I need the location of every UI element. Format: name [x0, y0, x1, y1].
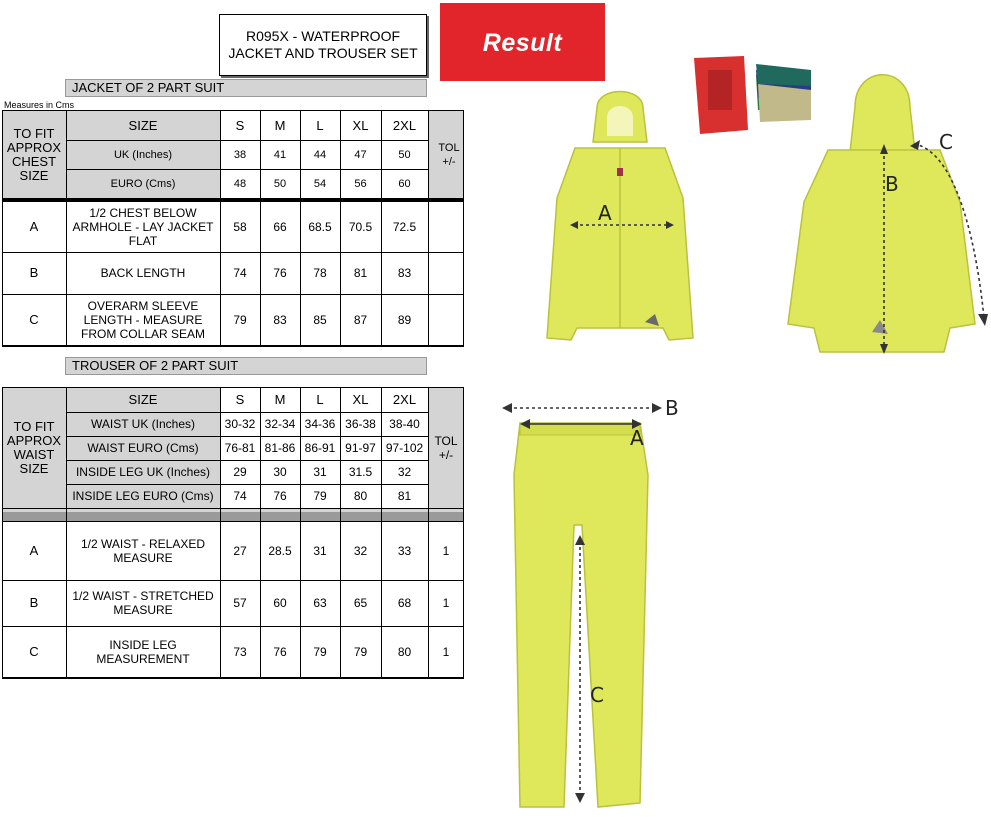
trouser-leg-uk-label: INSIDE LEG UK (Inches): [75, 465, 211, 479]
trouser-leg-uk-2xl: 32: [397, 465, 412, 479]
trouser-leg-euro-l: 79: [313, 489, 327, 503]
trouser-row-a-tol: 1: [442, 544, 450, 558]
jacket-row-a-code: A: [29, 219, 39, 234]
jacket-row-c-xl: 87: [353, 313, 368, 327]
trouser-waist-euro-m: 81-86: [264, 441, 296, 455]
trouser-row-c-m: 76: [273, 645, 287, 659]
trouser-waist-uk-label: WAIST UK (Inches): [90, 417, 196, 431]
trouser-row-b-tol: 1: [442, 596, 450, 610]
trouser-waist-euro-xl: 91-97: [345, 441, 376, 455]
trouser-waist-uk-2xl: 38-40: [389, 417, 420, 431]
product-title-line1: R095X - WATERPROOF: [245, 28, 401, 44]
jacket-euro-2xl: 60: [398, 177, 411, 190]
jacket-size-l: L: [316, 117, 324, 133]
trouser-size-xl: XL: [352, 392, 369, 407]
jacket-row-a-2xl: 72.5: [392, 220, 417, 234]
trouser-leg-uk-s: 29: [233, 465, 247, 479]
jacket-euro-m: 50: [273, 177, 287, 190]
jacket-row-b-xl: 81: [353, 266, 368, 280]
trouser-leg-uk-l: 31: [313, 465, 327, 479]
jacket-section-title: JACKET OF 2 PART SUIT: [65, 79, 427, 97]
trouser-size-m: M: [274, 392, 286, 407]
jacket-uk-xl: 47: [354, 148, 367, 161]
trouser-size-2xl: 2XL: [392, 392, 417, 407]
trouser-size-s: S: [235, 392, 245, 407]
trouser-leg-uk-xl: 31.5: [348, 465, 373, 479]
trouser-row-c-xl: 79: [353, 645, 368, 659]
trouser-leg-euro-2xl: 81: [397, 489, 412, 503]
trouser-inside-leg-arrow: [570, 535, 590, 805]
jacket-row-b-l: 78: [313, 266, 327, 280]
jacket-euro-l: 54: [313, 177, 327, 190]
jacket-row-a-l: 68.5: [308, 220, 332, 234]
jacket-uk-s: 38: [233, 148, 247, 161]
jacket-euro-s: 48: [233, 177, 247, 190]
jacket-row-c-code: C: [29, 312, 39, 327]
trouser-row-b-l: 63: [313, 596, 327, 610]
measures-note: Measures in Cms: [4, 100, 75, 110]
trouser-label-a: A: [630, 426, 644, 450]
jacket-row-b-m: 76: [273, 266, 287, 280]
jacket-euro-label: EURO (Cms): [110, 177, 176, 190]
trouser-row-c-2xl: 80: [397, 645, 412, 659]
jacket-row-b-code: B: [29, 265, 39, 280]
jacket-euro-xl: 56: [354, 177, 367, 190]
trouser-row-a-xl: 32: [353, 544, 368, 558]
product-title-box: [219, 14, 427, 76]
trouser-row-c-code: C: [29, 644, 39, 659]
trouser-leg-euro-label: INSIDE LEG EURO (Cms): [72, 489, 214, 503]
trouser-row-b-label: 1/2 WAIST - STRETCHED MEASURE: [72, 589, 214, 617]
jacket-front-label-a: A: [598, 201, 612, 225]
trouser-waist-uk-m: 32-34: [264, 417, 296, 431]
trouser-row-b-2xl: 68: [397, 596, 412, 610]
trouser-leg-euro-s: 74: [233, 489, 247, 503]
trouser-row-a-l: 31: [313, 544, 327, 558]
jacket-uk-label: UK (Inches): [113, 148, 173, 161]
trouser-label-c: C: [590, 683, 604, 707]
trouser-row-b-m: 60: [273, 596, 287, 610]
trouser-row-b-s: 57: [233, 596, 247, 610]
trouser-leg-uk-m: 30: [273, 465, 287, 479]
product-title-line2: JACKET AND TROUSER SET: [228, 45, 418, 61]
jacket-row-c-2xl: 89: [397, 313, 412, 327]
trouser-row-a-code: A: [29, 543, 39, 558]
trouser-row-a-2xl: 33: [397, 544, 412, 558]
trouser-row-a-m: 28.5: [268, 544, 292, 558]
trouser-waist-uk-s: 30-32: [224, 417, 256, 431]
jacket-front-chest-arrow: [570, 215, 675, 235]
trouser-fit-label: TO FIT APPROX WAIST SIZE: [6, 419, 62, 476]
trouser-row-c-label: INSIDE LEG MEASUREMENT: [96, 638, 190, 666]
jacket-row-a-xl: 70.5: [348, 220, 373, 234]
jacket-uk-l: 44: [313, 148, 327, 161]
jacket-size-xl: XL: [352, 117, 369, 133]
jacket-row-c-s: 79: [233, 313, 247, 327]
trouser-row-a-s: 27: [233, 544, 247, 558]
brand-logo-text: Result: [482, 29, 563, 57]
jacket-tol-header: TOL +/-: [438, 141, 460, 168]
trouser-size-l: L: [316, 392, 324, 407]
jacket-uk-m: 41: [273, 148, 287, 161]
trouser-waist-euro-l: 86-91: [304, 441, 336, 455]
jacket-fit-label: TO FIT APPROX CHEST SIZE: [6, 125, 62, 183]
jacket-row-b-label: BACK LENGTH: [100, 266, 186, 280]
jacket-row-c-m: 83: [273, 313, 287, 327]
trouser-waist-euro-label: WAIST EURO (Cms): [87, 441, 199, 455]
trouser-label-b: B: [665, 396, 679, 420]
trouser-section-title: TROUSER OF 2 PART SUIT: [65, 357, 427, 375]
jacket-row-c-l: 85: [313, 313, 327, 327]
jacket-size-m: M: [274, 117, 286, 133]
trouser-row-c-tol: 1: [442, 645, 450, 659]
trouser-row-b-code: B: [29, 595, 39, 610]
jacket-size-2xl: 2XL: [392, 117, 417, 133]
jacket-row-a-s: 58: [233, 220, 247, 234]
jacket-size-s: S: [235, 117, 245, 133]
trouser-leg-euro-m: 76: [273, 489, 287, 503]
trouser-waist-uk-xl: 36-38: [345, 417, 376, 431]
trouser-row-c-s: 73: [233, 645, 247, 659]
jacket-row-c-label: OVERARM SLEEVE LENGTH - MEASURE FROM COLLAR SEAM: [80, 299, 206, 341]
trouser-row-a-label: 1/2 WAIST - RELAXED MEASURE: [80, 537, 206, 565]
trouser-row-b-xl: 65: [353, 596, 368, 610]
trouser-tol-header: TOL +/-: [434, 434, 458, 462]
jacket-row-b-s: 74: [233, 266, 247, 280]
jacket-back-label-b: B: [885, 172, 899, 196]
trouser-row-c-l: 79: [313, 645, 327, 659]
trouser-waist-uk-l: 34-36: [304, 417, 336, 431]
jacket-row-a-label: 1/2 CHEST BELOW ARMHOLE - LAY JACKET FLAT: [72, 206, 214, 248]
jacket-back-label-c: C: [939, 130, 953, 154]
brand-logo: [440, 3, 605, 81]
trouser-size-header: SIZE: [128, 392, 158, 407]
jacket-row-b-2xl: 83: [397, 266, 412, 280]
trouser-waist-euro-2xl: 97-102: [385, 441, 424, 455]
trouser-waist-euro-s: 76-81: [224, 441, 256, 455]
jacket-row-a-m: 66: [273, 220, 287, 234]
jacket-uk-2xl: 50: [398, 148, 411, 161]
trouser-leg-euro-xl: 80: [353, 489, 368, 503]
jacket-size-header: SIZE: [128, 117, 158, 133]
